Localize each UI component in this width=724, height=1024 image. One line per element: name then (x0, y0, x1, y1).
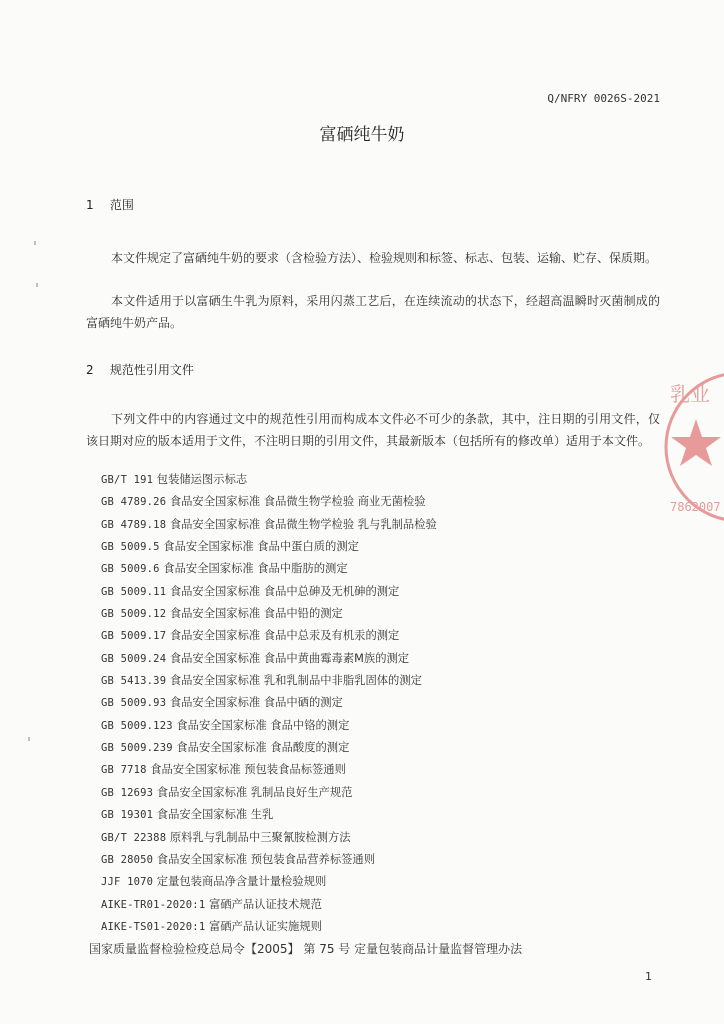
page-number: 1 (645, 970, 652, 983)
reference-item: GB 12693 食品安全国家标准 乳制品良好生产规范 (101, 785, 353, 799)
reference-item: GB 7718 食品安全国家标准 预包装食品标签通则 (101, 763, 346, 777)
document-title: 富硒纯牛奶 (319, 125, 405, 145)
section2-intro: 下列文件中的内容通过文中的规范性引用而构成本文件必不可少的条款，其中，注日期的引用文件，仅该日期对应的版本适用于文件，不注明日期的引用文件，其最新版本（包括所有的修改单）适用于本文件。 (86, 412, 660, 448)
section1-number: 1 (86, 198, 94, 212)
reference-item: JJF 1070 定量包装商品净含量计量检验规则 (101, 875, 327, 889)
svg-text:乳业: 乳业 (670, 382, 710, 406)
scan-speck (28, 737, 30, 741)
section2-heading (86, 361, 194, 378)
section1-title: 范围 (109, 198, 134, 212)
reference-item: AIKE-TS01-2020:1 富硒产品认证实施规则 (101, 919, 322, 933)
section1-paragraph-2: 本文件适用于以富硒生牛乳为原料，采用闪蒸工艺后，在连续流动的状态下，经超高温瞬时灭菌制成的富硒纯牛奶产品。 (86, 294, 660, 330)
scan-speck (36, 283, 38, 287)
reference-item: GB 4789.18 食品安全国家标准 食品微生物学检验 乳与乳制品检验 (101, 517, 437, 531)
reference-item: GB 5009.239 食品安全国家标准 食品酸度的测定 (101, 741, 350, 755)
section2-title: 规范性引用文件 (109, 363, 194, 377)
reference-item: GB 5413.39 食品安全国家标准 乳和乳制品中非脂乳固体的测定 (101, 674, 422, 688)
section1-heading (86, 196, 134, 213)
reference-item: GB 5009.17 食品安全国家标准 食品中总汞及有机汞的测定 (101, 629, 400, 643)
scan-speck (34, 241, 36, 245)
svg-text:7862007: 7862007 (670, 500, 721, 514)
reference-item: GB 5009.93 食品安全国家标准 食品中硒的测定 (101, 696, 343, 710)
reference-item: GB 5009.11 食品安全国家标准 食品中总砷及无机砷的测定 (101, 584, 400, 598)
reference-item: 国家质量监督检验检疫总局令【2005】 第 75 号 定量包装商品计量监督管理办法 (89, 942, 523, 957)
section1-paragraph-1: 本文件规定了富硒纯牛奶的要求（含检验方法）、检验规则和标签、标志、包装、运输、贮存、保质期。 (111, 251, 658, 265)
seal-stamp (648, 365, 724, 535)
reference-item: GB 5009.12 食品安全国家标准 食品中铅的测定 (101, 607, 343, 621)
reference-item: GB/T 191 包装储运图示标志 (101, 473, 248, 486)
reference-item: GB/T 22388 原料乳与乳制品中三聚氰胺检测方法 (101, 830, 351, 844)
reference-item: GB 19301 食品安全国家标准 生乳 (101, 808, 274, 822)
doc-code: Q/NFRY 0026S-2021 (547, 92, 660, 105)
reference-item: GB 4789.26 食品安全国家标准 食品微生物学检验 商业无菌检验 (101, 495, 426, 509)
reference-item: GB 5009.5 食品安全国家标准 食品中蛋白质的测定 (101, 540, 359, 554)
reference-item: GB 5009.6 食品安全国家标准 食品中脂肪的测定 (101, 562, 348, 576)
reference-item: GB 28050 食品安全国家标准 预包装食品营养标签通则 (101, 852, 376, 866)
reference-item: GB 5009.123 食品安全国家标准 食品中铬的测定 (101, 718, 350, 732)
reference-list (89, 469, 523, 961)
section2-number: 2 (86, 363, 94, 377)
reference-item: GB 5009.24 食品安全国家标准 食品中黄曲霉毒素M族的测定 (101, 651, 410, 665)
reference-item: AIKE-TR01-2020:1 富硒产品认证技术规范 (101, 897, 322, 911)
